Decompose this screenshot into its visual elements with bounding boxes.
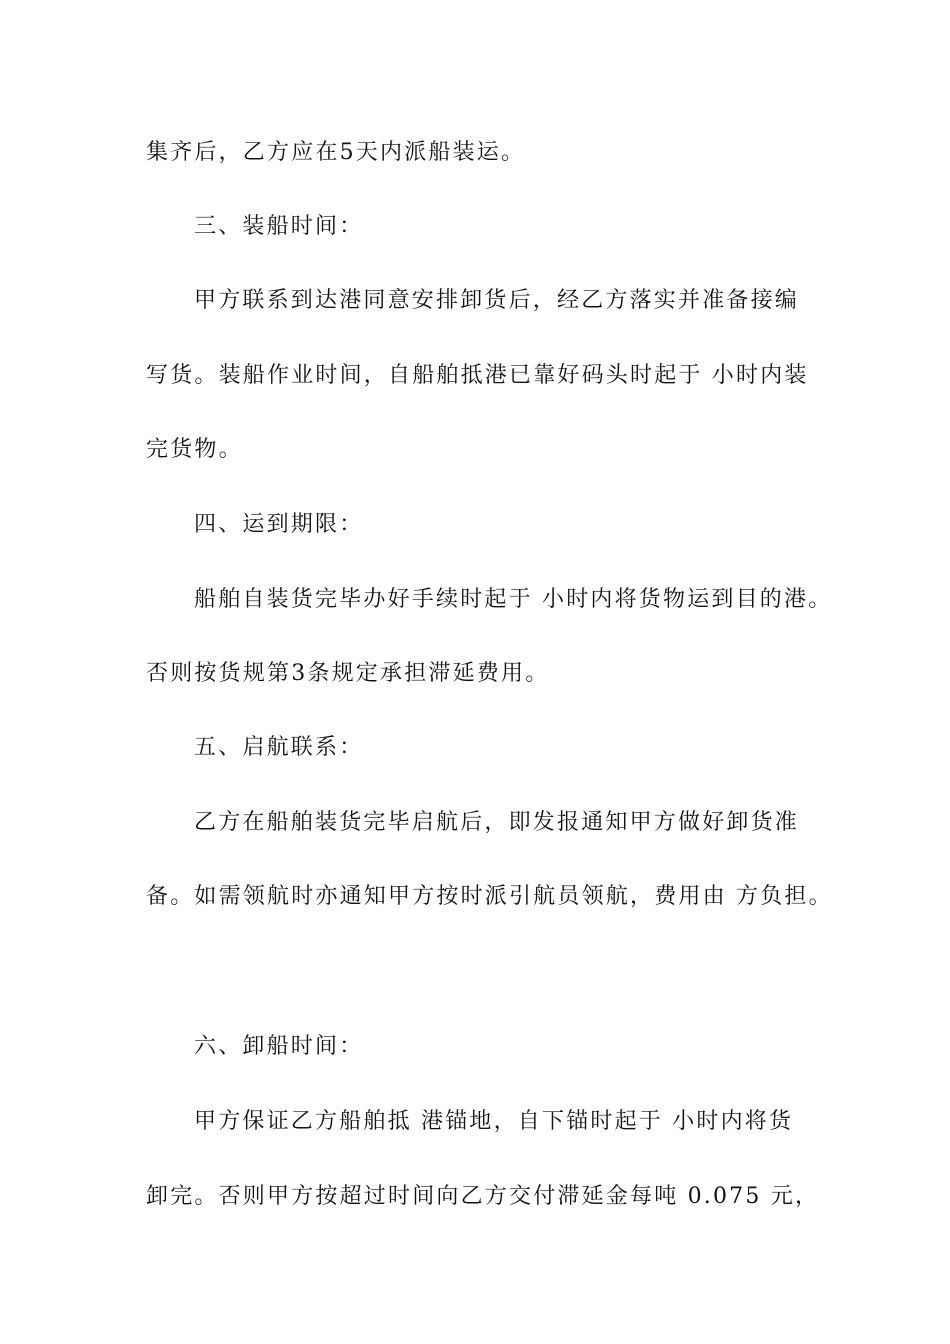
paragraph-line: 乙方在船舶装货完毕启航后，即发报通知甲方做好卸货准 (194, 810, 800, 835)
section-heading: 四、运到期限： (194, 512, 364, 537)
section-heading: 三、装船时间： (194, 214, 364, 239)
paragraph-line: 否则按货规第3条规定承担滞延费用。 (146, 661, 550, 686)
paragraph-line: 甲方保证乙方船舶抵 港锚地，自下锚时起于 小时内将货 (194, 1109, 794, 1134)
paragraph-line: 写货。装船作业时间，自船舶抵港已靠好码头时起于 小时内装 (146, 363, 809, 388)
section-heading: 五、启航联系： (194, 735, 364, 760)
section-heading: 六、卸船时间： (194, 1034, 364, 1059)
paragraph-line: 船舶自装货完毕办好手续时起于 小时内将货物运到目的港。 (194, 587, 833, 612)
paragraph-line: 完货物。 (146, 437, 243, 462)
paragraph-line: 集齐后，乙方应在5天内派船装运。 (146, 140, 526, 165)
paragraph-line: 甲方联系到达港同意安排卸货后，经乙方落实并准备接编 (194, 288, 800, 313)
paragraph-line: 卸完。否则甲方按超过时间向乙方交付滞延金每吨 0.075 元， (146, 1184, 820, 1209)
paragraph-line: 备。如需领航时亦通知甲方按时派引航员领航，费用由 方负担。 (146, 884, 833, 909)
